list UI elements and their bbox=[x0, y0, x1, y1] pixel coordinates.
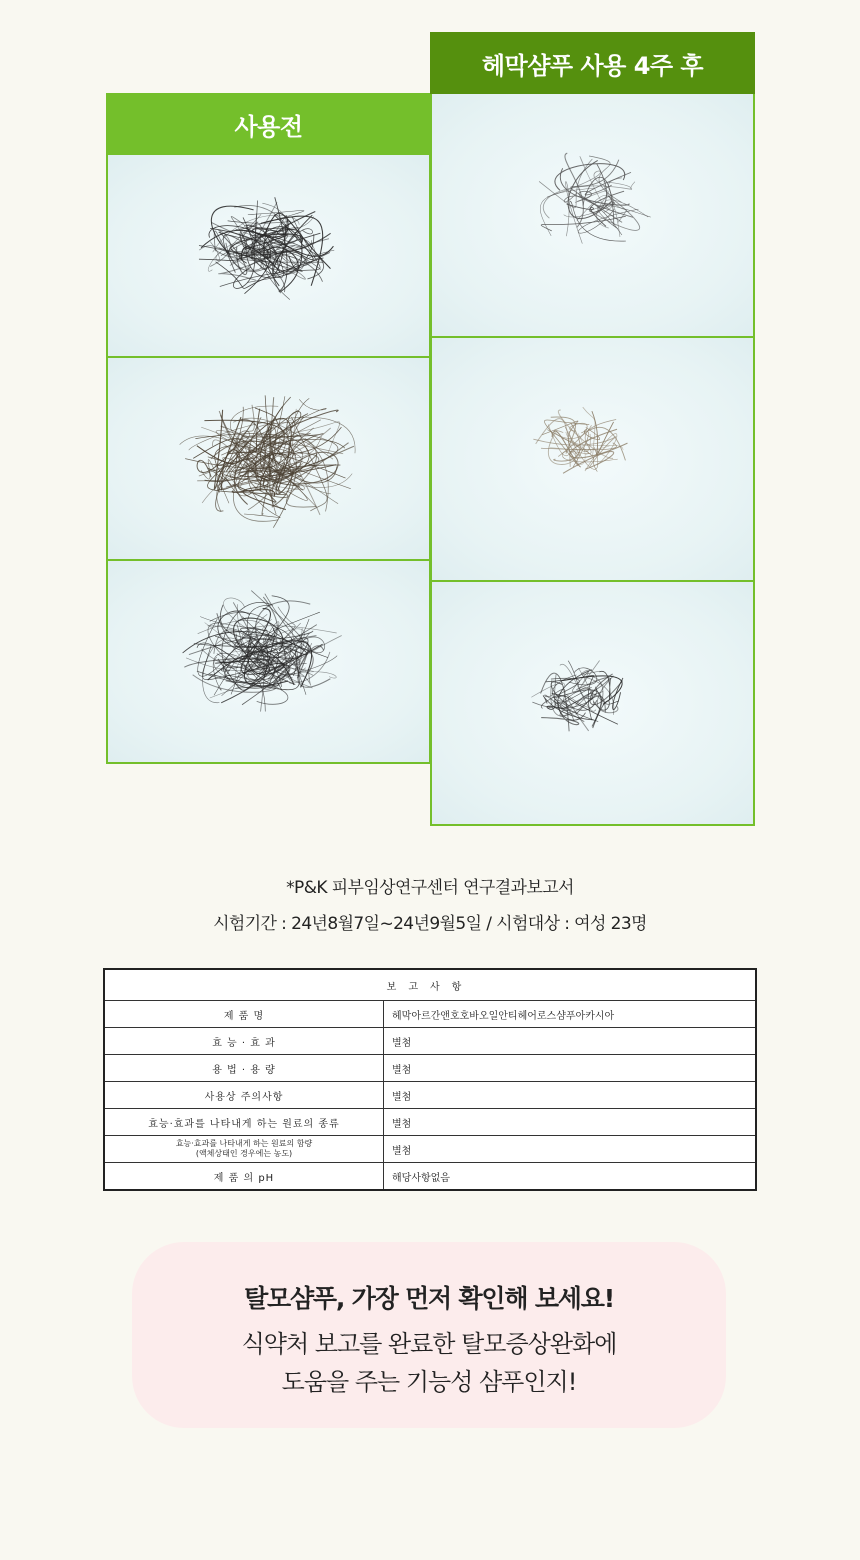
before-hair-photo-2 bbox=[106, 358, 431, 561]
hair-clump-image bbox=[432, 582, 753, 824]
report-value: 별첨 bbox=[384, 1028, 757, 1055]
callout-line-1: 식약처 보고를 완료한 탈모증상완화에 bbox=[241, 1330, 617, 1358]
before-column bbox=[106, 93, 431, 764]
after-hair-photo-3 bbox=[430, 582, 755, 826]
callout-heading: 탈모샴푸, 가장 먼저 확인해 보세요! bbox=[244, 1284, 614, 1313]
hair-clump-image bbox=[432, 338, 753, 580]
report-value: 헤막아르간앤호호바오일안티헤어로스샴푸아카시아 bbox=[384, 1001, 757, 1028]
report-key: 제 품 명 bbox=[104, 1001, 384, 1028]
report-key: 용 법 · 용 량 bbox=[104, 1055, 384, 1082]
callout-box bbox=[132, 1242, 726, 1428]
source-citation: *P&K 피부임상연구센터 연구결과보고서 bbox=[286, 878, 574, 898]
after-column bbox=[430, 32, 755, 826]
report-title: 보고사항 bbox=[104, 969, 756, 1001]
table-row bbox=[104, 1136, 756, 1163]
report-value: 별첨 bbox=[384, 1055, 757, 1082]
table-row bbox=[104, 1109, 756, 1136]
report-key: 제 품 의 pH bbox=[104, 1163, 384, 1191]
report-key: 사용상 주의사항 bbox=[104, 1082, 384, 1109]
report-value: 해당사항없음 bbox=[384, 1163, 757, 1191]
hair-clump-image bbox=[108, 561, 429, 762]
callout-line-2: 도움을 주는 기능성 샴푸인지! bbox=[281, 1368, 577, 1396]
table-row bbox=[104, 1163, 756, 1191]
callout-text bbox=[132, 1325, 726, 1401]
report-value: 별첨 bbox=[384, 1082, 757, 1109]
after-label: 헤막샴푸 사용 4주 후 bbox=[430, 32, 755, 94]
report-value: 별첨 bbox=[384, 1109, 757, 1136]
table-row bbox=[104, 1055, 756, 1082]
table-row bbox=[104, 1028, 756, 1055]
hair-strand bbox=[605, 200, 648, 217]
hair-clump-image bbox=[108, 155, 429, 356]
report-key: 효능·효과를 나타내게 하는 원료의 종류 bbox=[104, 1109, 384, 1136]
report-table bbox=[103, 968, 757, 1191]
after-hair-photo-2 bbox=[430, 338, 755, 582]
before-label: 사용전 bbox=[106, 93, 431, 155]
table-row bbox=[104, 1082, 756, 1109]
report-key: 효 능 · 효 과 bbox=[104, 1028, 384, 1055]
before-hair-photo-1 bbox=[106, 155, 431, 358]
hair-clump-image bbox=[108, 358, 429, 559]
table-row bbox=[104, 1001, 756, 1028]
before-hair-photo-3 bbox=[106, 561, 431, 764]
test-period-info: 시험기간 : 24년8월7일~24년9월5일 / 시험대상 : 여성 23명 bbox=[213, 914, 647, 934]
report-key: 효능·효과를 나타내게 하는 원료의 함량 (액체상태인 경우에는 농도) bbox=[104, 1136, 384, 1163]
after-hair-photo-1 bbox=[430, 94, 755, 338]
report-value: 별첨 bbox=[384, 1136, 757, 1163]
hair-strand bbox=[202, 445, 251, 503]
hair-clump-image bbox=[432, 94, 753, 336]
hair-strand bbox=[541, 443, 617, 450]
